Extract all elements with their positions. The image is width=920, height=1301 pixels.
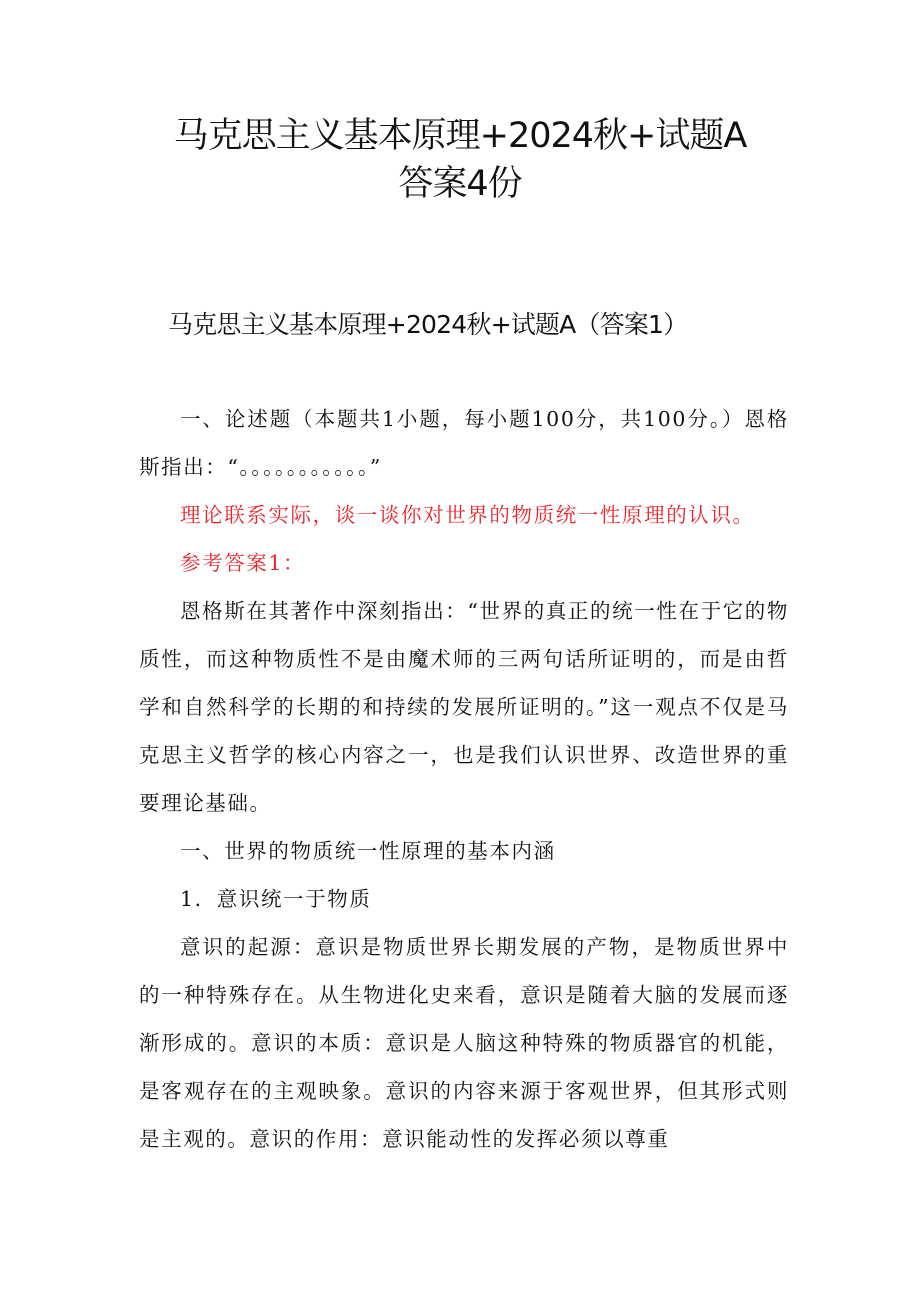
document-title-line-1: 马克思主义基本原理+2024秋+试题A [173,116,747,156]
question-prompt: 理论联系实际，谈一谈你对世界的物质统一性原理的认识。 [180,503,755,527]
document-title-line-2: 答案4份 [398,164,522,204]
question-paragraph: 一、论述题（本题共1小题，每小题100分，共100分。）恩格斯指出：“。。。。。。。。。。。” [139,407,789,479]
subsection-heading-1: 1．意识统一于物质 [180,887,372,911]
section-heading-1: 一、世界的物质统一性原理的基本内涵 [180,839,556,863]
answer-label: 参考答案1： [180,551,306,575]
answer-intro-paragraph: 恩格斯在其著作中深刻指出：“世界的真正的统一性在于它的物质性，而这种物质性不是由魔术师的三两句话所证明的，而是由哲学和自然科学的长期的和持续的发展所证明的。”这一观点不仅是马克思主义哲学的核心内容之一，也是我们认识世界、改造世界的重要理论基础。 [139,599,789,815]
section-title: 马克思主义基本原理+2024秋+试题A（答案1） [168,310,688,339]
consciousness-origin-paragraph: 意识的起源：意识是物质世界长期发展的产物，是物质世界中的一种特殊存在。从生物进化史来看，意识是随着大脑的发展而逐渐形成的。意识的本质：意识是人脑这种特殊的物质器官的机能，是客观存在的主观映象。意识的内容来源于客观世界，但其形式则是主观的。意识的作用：意识能动性的发挥必须以尊重 [139,935,789,1151]
